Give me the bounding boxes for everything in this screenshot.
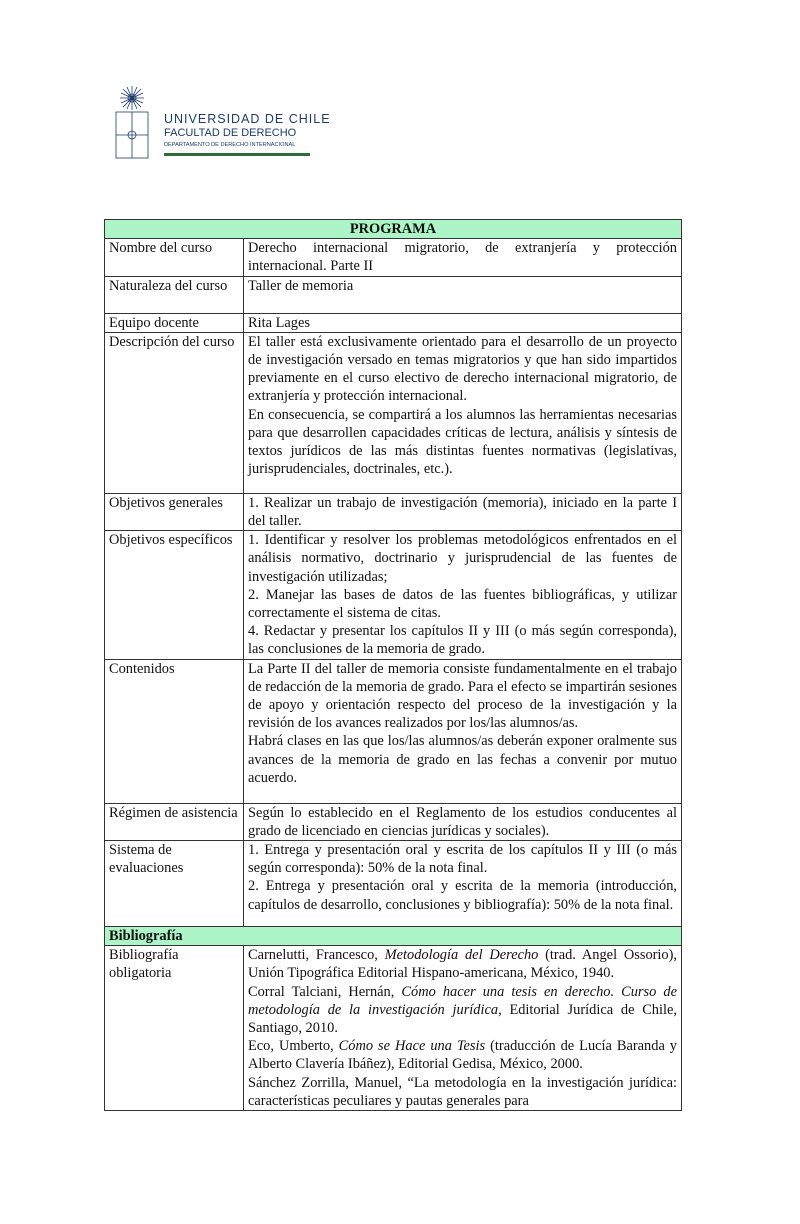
table-row bbox=[105, 946, 682, 1111]
row-content bbox=[244, 276, 682, 313]
work-title: Metodología del Derecho bbox=[384, 947, 539, 964]
paragraph: El taller está exclusivamente orientado para el desarrollo de un proyecto de investigación versado en temas migratorios y que han sido impartidos previamente en el curso electivo de derecho internacional migratorio, de extranjería y protección internacional. bbox=[248, 333, 677, 405]
paragraph: Taller de memoria bbox=[248, 277, 354, 294]
program-heading: PROGRAMA bbox=[105, 220, 682, 239]
bibliography-section-row bbox=[105, 927, 682, 946]
entry-text: Eco, Umberto, bbox=[248, 1038, 339, 1055]
row-label: Objetivos específicos bbox=[105, 531, 244, 659]
row-content bbox=[244, 313, 682, 332]
row-label: Contenidos bbox=[105, 659, 244, 803]
table-row bbox=[105, 276, 682, 313]
table-row bbox=[105, 841, 682, 927]
table-header-row bbox=[105, 220, 682, 239]
entry-text: , Editorial Jurídica de Chile, Santiago, 2010. bbox=[248, 1001, 677, 1037]
paragraph: 4. Redactar y presentar los capítulos II y III (o más según corresponda), las conclusiones de la memoria de grado. bbox=[248, 623, 677, 658]
row-content bbox=[244, 493, 682, 530]
logo-underline bbox=[164, 153, 310, 156]
paragraph: 2. Entrega y presentación oral y escrita de la memoria (introducción, capítulos de desarrollo, conclusiones y bibliografía): 50% de la nota final. bbox=[248, 878, 677, 913]
logo-department-name: DEPARTAMENTO DE DERECHO INTERNACIONAL bbox=[164, 142, 296, 148]
table-row bbox=[105, 803, 682, 840]
entry-text: (traducción de Lucía Baranda y Alberto Clavería Ibáñez), Editorial Gedisa, México, 2000. bbox=[248, 1038, 677, 1073]
paragraph: 1. Realizar un trabajo de investigación (memoria), iniciado en la parte I del taller. bbox=[248, 494, 677, 530]
paragraph: Derecho internacional migratorio, de extranjería y protección internacional. Parte II bbox=[248, 240, 677, 275]
row-label: Objetivos generales bbox=[105, 493, 244, 530]
paragraph: Según lo establecido en el Reglamento de los estudios conducentes al grado de licenciado en ciencias jurídicas y sociales). bbox=[248, 804, 677, 839]
entry-text: Corral Talciani, Hernán, bbox=[248, 983, 402, 1000]
row-label: Régimen de asistencia bbox=[105, 803, 244, 840]
paragraph: 2. Manejar las bases de datos de las fuentes bibliográficas, y utilizar correctamente el sistema de citas. bbox=[248, 586, 677, 622]
university-logo bbox=[114, 86, 331, 166]
logo-faculty-name: FACULTAD DE DERECHO bbox=[164, 127, 297, 139]
table-row bbox=[105, 531, 682, 659]
program-table bbox=[104, 219, 682, 1111]
bibliography-heading: Bibliografía bbox=[105, 927, 682, 946]
row-content bbox=[244, 841, 682, 927]
work-title: Cómo hacer una tesis en derecho. Curso de metodología de la investigación jurídica bbox=[248, 983, 677, 1018]
bibliography-entry bbox=[248, 1037, 677, 1073]
table-row bbox=[105, 313, 682, 332]
row-label: Sistema de evaluaciones bbox=[105, 841, 244, 927]
table-row bbox=[105, 239, 682, 276]
paragraph: 1. Identificar y resolver los problemas metodológicos enfrentados en el análisis normativo, doctrinario y jurisprudencial de las fuentes de investigación utilizadas; bbox=[248, 532, 677, 585]
paragraph: Rita Lages bbox=[248, 314, 310, 331]
row-content bbox=[244, 659, 682, 803]
logo-university-name: UNIVERSIDAD DE CHILE bbox=[164, 112, 331, 126]
table-row bbox=[105, 493, 682, 530]
paragraph: En consecuencia, se compartirá a los alumnos las herramientas necesarias para que desarrollen capacidades críticas de lectura, análisis y síntesis de textos jurídicos de las más distintas fuentes normativas (legislativas, jurisprudenciales, doctrinales, etc.). bbox=[248, 406, 677, 478]
row-label: Equipo docente bbox=[105, 313, 244, 332]
row-label: Naturaleza del curso bbox=[105, 276, 244, 313]
table-row bbox=[105, 659, 682, 803]
row-content bbox=[244, 332, 682, 493]
paragraph: 1. Entrega y presentación oral y escrita de los capítulos II y III (o más según corresponda): 50% de la nota final. bbox=[248, 842, 677, 877]
bibliography-entry bbox=[248, 1074, 677, 1110]
row-label: Nombre del curso bbox=[105, 239, 244, 276]
row-content bbox=[244, 803, 682, 840]
row-label: Descripción del curso bbox=[105, 332, 244, 493]
row-content bbox=[244, 946, 682, 1111]
row-content bbox=[244, 531, 682, 659]
work-title: Cómo se Hace una Tesis bbox=[338, 1038, 486, 1055]
university-crest-icon bbox=[114, 86, 150, 162]
bibliography-entry bbox=[248, 946, 677, 982]
entry-text: Sánchez Zorrilla, Manuel, “La metodología en la investigación jurídica: características peculiares y pautas generales para bbox=[248, 1074, 677, 1109]
bibliography-entry bbox=[248, 983, 677, 1038]
table-row bbox=[105, 332, 682, 493]
row-content bbox=[244, 239, 682, 276]
paragraph: Habrá clases en las que los/las alumnos/as deberán exponer oralmente sus avances de la memoria de grado en las fechas a convenir por mutuo acuerdo. bbox=[248, 733, 677, 786]
entry-text: (trad. Angel Ossorio), Unión Tipográfica Editorial Hispano-americana, México, 1940. bbox=[248, 947, 678, 982]
entry-text: Carnelutti, Francesco, bbox=[248, 947, 385, 964]
row-label: Bibliografía obligatoria bbox=[105, 946, 244, 1111]
paragraph: La Parte II del taller de memoria consiste fundamentalmente en el trabajo de redacción de la memoria de grado. Para el efecto se impartirán sesiones de apoyo y orientación respecto del proceso de la investigación y la revisión de los avances realizados por los/las alumnos/as. bbox=[248, 660, 677, 732]
